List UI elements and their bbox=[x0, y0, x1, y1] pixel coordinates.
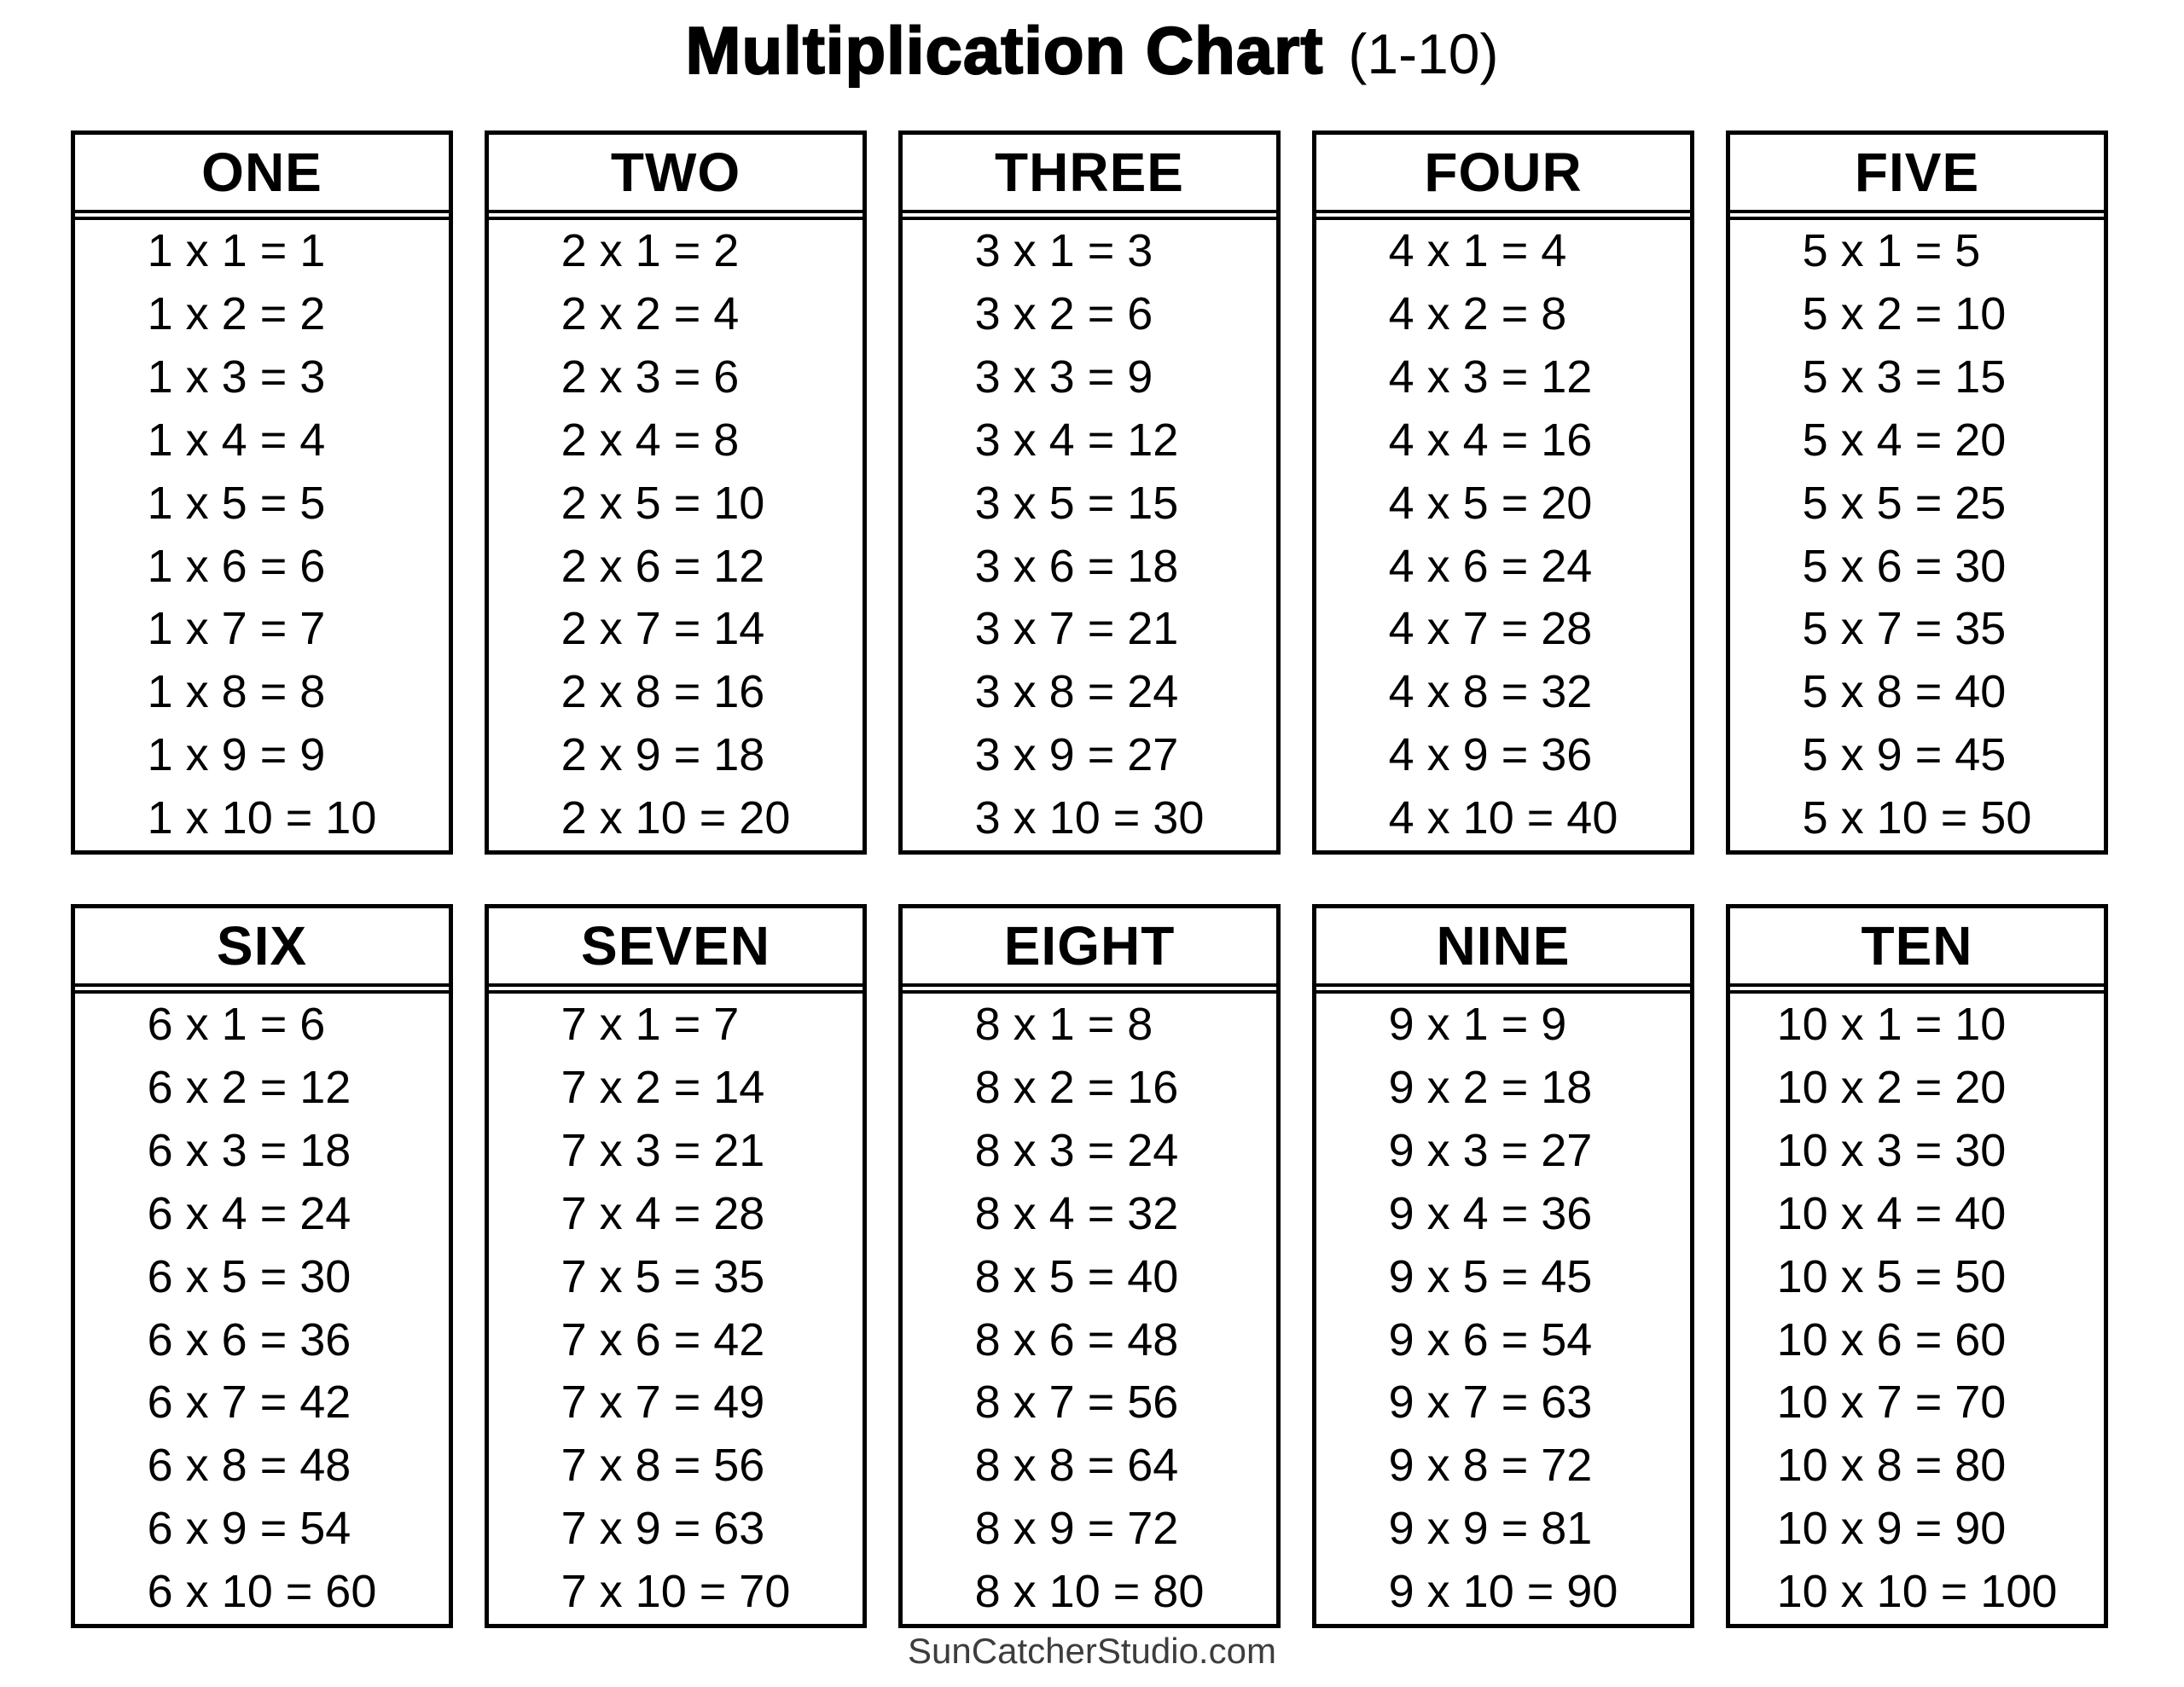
fact-row: 8 x 7 = 56 bbox=[974, 1377, 1179, 1429]
times-table-body bbox=[903, 994, 1276, 1624]
fact-row: 10 x 6 = 60 bbox=[1776, 1313, 2007, 1365]
fact-row: 1 x 3 = 3 bbox=[147, 351, 326, 403]
fact-row: 5 x 5 = 25 bbox=[1802, 477, 2007, 529]
fact-row: 6 x 1 = 6 bbox=[147, 998, 326, 1050]
fact-row: 4 x 5 = 20 bbox=[1388, 477, 1593, 529]
fact-row: 10 x 4 = 40 bbox=[1776, 1187, 2007, 1239]
fact-row: 6 x 8 = 48 bbox=[147, 1440, 351, 1492]
fact-row: 1 x 9 = 9 bbox=[147, 729, 326, 781]
times-table-rows bbox=[148, 220, 377, 850]
fact-row: 1 x 2 = 2 bbox=[147, 287, 326, 339]
times-table-card bbox=[1726, 904, 2108, 1628]
times-table-card bbox=[1726, 130, 2108, 855]
fact-row: 2 x 5 = 10 bbox=[561, 477, 765, 529]
fact-row: 7 x 6 = 42 bbox=[561, 1313, 765, 1365]
times-table-card bbox=[1312, 904, 1694, 1628]
times-table-rows bbox=[561, 220, 791, 850]
fact-row: 5 x 4 = 20 bbox=[1802, 414, 2007, 466]
fact-row: 10 x 9 = 90 bbox=[1776, 1503, 2007, 1555]
fact-row: 9 x 3 = 27 bbox=[1388, 1124, 1593, 1176]
times-table-title: TEN bbox=[1730, 908, 2104, 994]
fact-row: 5 x 7 = 35 bbox=[1802, 603, 2007, 655]
fact-row: 3 x 7 = 21 bbox=[974, 603, 1179, 655]
fact-row: 1 x 7 = 7 bbox=[147, 603, 326, 655]
times-table-title: THREE bbox=[903, 135, 1276, 220]
times-table-rows bbox=[561, 994, 791, 1624]
times-table-body bbox=[1730, 994, 2104, 1624]
title-range: (1-10) bbox=[1348, 22, 1499, 85]
fact-row: 2 x 2 = 4 bbox=[561, 287, 740, 339]
footer-credit: SunCatcherStudio.com bbox=[908, 1631, 1276, 1671]
fact-row: 9 x 7 = 63 bbox=[1388, 1377, 1593, 1429]
fact-row: 2 x 9 = 18 bbox=[561, 729, 765, 781]
fact-row: 10 x 10 = 100 bbox=[1776, 1566, 2058, 1618]
fact-row: 2 x 8 = 16 bbox=[561, 666, 765, 718]
fact-row: 3 x 3 = 9 bbox=[974, 351, 1153, 403]
fact-row: 1 x 6 = 6 bbox=[147, 540, 326, 592]
times-table-card bbox=[71, 130, 453, 855]
times-table-title: ONE bbox=[75, 135, 449, 220]
fact-row: 2 x 3 = 6 bbox=[561, 351, 740, 403]
fact-row: 9 x 2 = 18 bbox=[1388, 1061, 1593, 1113]
times-table-title: FIVE bbox=[1730, 135, 2104, 220]
fact-row: 8 x 2 = 16 bbox=[974, 1061, 1179, 1113]
title-main: Multiplication Chart bbox=[685, 13, 1324, 88]
fact-row: 1 x 1 = 1 bbox=[147, 224, 326, 276]
fact-row: 8 x 3 = 24 bbox=[974, 1124, 1179, 1176]
times-table-body bbox=[1316, 994, 1690, 1624]
fact-row: 8 x 8 = 64 bbox=[974, 1440, 1179, 1492]
fact-row: 8 x 5 = 40 bbox=[974, 1250, 1179, 1302]
fact-row: 6 x 9 = 54 bbox=[147, 1503, 351, 1555]
times-table-rows bbox=[1389, 994, 1618, 1624]
fact-row: 4 x 9 = 36 bbox=[1388, 729, 1593, 781]
fact-row: 9 x 8 = 72 bbox=[1388, 1440, 1593, 1492]
fact-row: 10 x 8 = 80 bbox=[1776, 1440, 2007, 1492]
fact-row: 8 x 6 = 48 bbox=[974, 1313, 1179, 1365]
fact-row: 10 x 5 = 50 bbox=[1776, 1250, 2007, 1302]
fact-row: 2 x 1 = 2 bbox=[561, 224, 740, 276]
fact-row: 9 x 5 = 45 bbox=[1388, 1250, 1593, 1302]
times-table-title: FOUR bbox=[1316, 135, 1690, 220]
fact-row: 5 x 6 = 30 bbox=[1802, 540, 2007, 592]
page-title bbox=[0, 0, 2184, 90]
fact-row: 4 x 2 = 8 bbox=[1388, 287, 1567, 339]
fact-row: 9 x 1 = 9 bbox=[1388, 998, 1567, 1050]
times-table-title: NINE bbox=[1316, 908, 1690, 994]
times-table-rows bbox=[975, 994, 1205, 1624]
fact-row: 4 x 4 = 16 bbox=[1388, 414, 1593, 466]
fact-row: 9 x 6 = 54 bbox=[1388, 1313, 1593, 1365]
fact-row: 4 x 10 = 40 bbox=[1388, 792, 1618, 844]
times-table-body bbox=[489, 994, 863, 1624]
fact-row: 2 x 4 = 8 bbox=[561, 414, 740, 466]
fact-row: 6 x 10 = 60 bbox=[147, 1566, 377, 1618]
fact-row: 7 x 8 = 56 bbox=[561, 1440, 765, 1492]
fact-row: 3 x 6 = 18 bbox=[974, 540, 1179, 592]
fact-row: 8 x 4 = 32 bbox=[974, 1187, 1179, 1239]
times-table-rows bbox=[1777, 994, 2058, 1624]
fact-row: 3 x 8 = 24 bbox=[974, 666, 1179, 718]
fact-row: 6 x 4 = 24 bbox=[147, 1187, 351, 1239]
fact-row: 8 x 9 = 72 bbox=[974, 1503, 1179, 1555]
fact-row: 7 x 3 = 21 bbox=[561, 1124, 765, 1176]
times-table-rows bbox=[1803, 220, 2032, 850]
fact-row: 5 x 3 = 15 bbox=[1802, 351, 2007, 403]
fact-row: 5 x 8 = 40 bbox=[1802, 666, 2007, 718]
fact-row: 5 x 10 = 50 bbox=[1802, 792, 2032, 844]
fact-row: 4 x 3 = 12 bbox=[1388, 351, 1593, 403]
fact-row: 4 x 8 = 32 bbox=[1388, 666, 1593, 718]
fact-row: 1 x 5 = 5 bbox=[147, 477, 326, 529]
fact-row: 7 x 10 = 70 bbox=[561, 1566, 791, 1618]
fact-row: 2 x 7 = 14 bbox=[561, 603, 765, 655]
times-table-card bbox=[898, 130, 1281, 855]
times-table-card bbox=[485, 130, 867, 855]
fact-row: 9 x 10 = 90 bbox=[1388, 1566, 1618, 1618]
fact-row: 3 x 1 = 3 bbox=[974, 224, 1153, 276]
times-table-body bbox=[75, 220, 449, 850]
times-table-title: SIX bbox=[75, 908, 449, 994]
fact-row: 7 x 1 = 7 bbox=[561, 998, 740, 1050]
times-table-card bbox=[898, 904, 1281, 1628]
times-table-body bbox=[1730, 220, 2104, 850]
times-table-rows bbox=[148, 994, 377, 1624]
fact-row: 10 x 3 = 30 bbox=[1776, 1124, 2007, 1176]
times-table-body bbox=[1316, 220, 1690, 850]
times-table-card bbox=[485, 904, 867, 1628]
fact-row: 6 x 5 = 30 bbox=[147, 1250, 351, 1302]
fact-row: 7 x 4 = 28 bbox=[561, 1187, 765, 1239]
fact-row: 7 x 9 = 63 bbox=[561, 1503, 765, 1555]
tables-grid bbox=[71, 130, 2108, 1628]
fact-row: 9 x 4 = 36 bbox=[1388, 1187, 1593, 1239]
times-table-rows bbox=[975, 220, 1205, 850]
times-table-card bbox=[71, 904, 453, 1628]
fact-row: 6 x 2 = 12 bbox=[147, 1061, 351, 1113]
fact-row: 4 x 7 = 28 bbox=[1388, 603, 1593, 655]
fact-row: 7 x 7 = 49 bbox=[561, 1377, 765, 1429]
times-table-title: SEVEN bbox=[489, 908, 863, 994]
times-table-body bbox=[489, 220, 863, 850]
fact-row: 4 x 6 = 24 bbox=[1388, 540, 1593, 592]
fact-row: 7 x 5 = 35 bbox=[561, 1250, 765, 1302]
fact-row: 1 x 4 = 4 bbox=[147, 414, 326, 466]
fact-row: 6 x 3 = 18 bbox=[147, 1124, 351, 1176]
fact-row: 10 x 2 = 20 bbox=[1776, 1061, 2007, 1113]
fact-row: 4 x 1 = 4 bbox=[1388, 224, 1567, 276]
fact-row: 2 x 6 = 12 bbox=[561, 540, 765, 592]
fact-row: 3 x 10 = 30 bbox=[974, 792, 1205, 844]
times-table-card bbox=[1312, 130, 1694, 855]
times-table-title: EIGHT bbox=[903, 908, 1276, 994]
fact-row: 3 x 9 = 27 bbox=[974, 729, 1179, 781]
fact-row: 10 x 7 = 70 bbox=[1776, 1377, 2007, 1429]
fact-row: 6 x 6 = 36 bbox=[147, 1313, 351, 1365]
fact-row: 5 x 1 = 5 bbox=[1802, 224, 1981, 276]
fact-row: 3 x 4 = 12 bbox=[974, 414, 1179, 466]
times-table-title: TWO bbox=[489, 135, 863, 220]
times-table-body bbox=[903, 220, 1276, 850]
fact-row: 5 x 9 = 45 bbox=[1802, 729, 2007, 781]
times-table-body bbox=[75, 994, 449, 1624]
fact-row: 3 x 2 = 6 bbox=[974, 287, 1153, 339]
fact-row: 8 x 1 = 8 bbox=[974, 998, 1153, 1050]
fact-row: 1 x 10 = 10 bbox=[147, 792, 377, 844]
fact-row: 6 x 7 = 42 bbox=[147, 1377, 351, 1429]
fact-row: 8 x 10 = 80 bbox=[974, 1566, 1205, 1618]
times-table-rows bbox=[1389, 220, 1618, 850]
fact-row: 7 x 2 = 14 bbox=[561, 1061, 765, 1113]
fact-row: 9 x 9 = 81 bbox=[1388, 1503, 1593, 1555]
fact-row: 5 x 2 = 10 bbox=[1802, 287, 2007, 339]
fact-row: 1 x 8 = 8 bbox=[147, 666, 326, 718]
fact-row: 3 x 5 = 15 bbox=[974, 477, 1179, 529]
fact-row: 2 x 10 = 20 bbox=[561, 792, 791, 844]
fact-row: 10 x 1 = 10 bbox=[1776, 998, 2007, 1050]
